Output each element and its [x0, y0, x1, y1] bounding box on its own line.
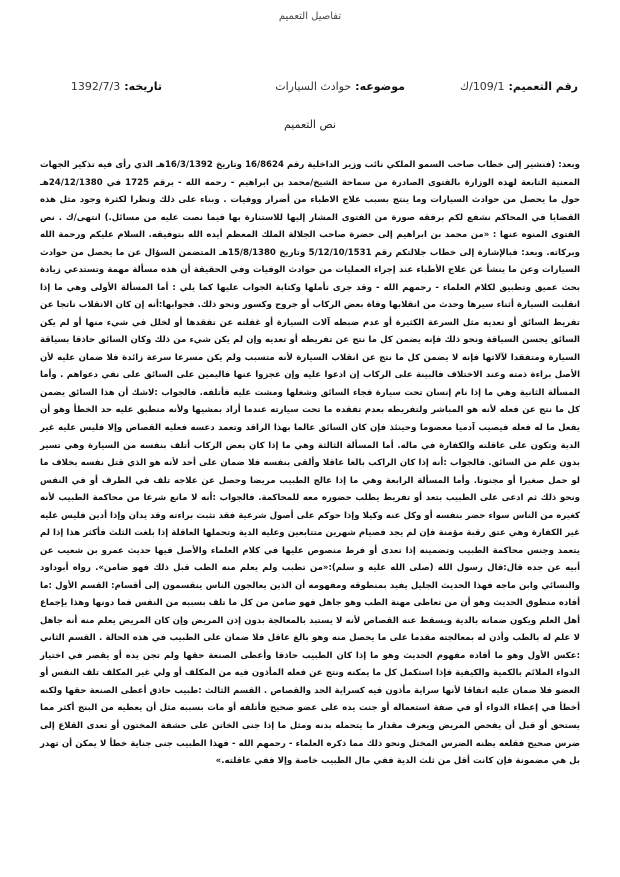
page-title: تفاصيل التعميم	[278, 11, 342, 22]
circular-subject-label: موضوعه:	[355, 80, 405, 93]
circular-subject	[275, 80, 405, 93]
circular-number-value: 109/1/ك	[460, 80, 505, 93]
circular-number	[460, 80, 578, 93]
circular-meta-row	[0, 80, 620, 96]
circular-text-heading: نص التعميم	[283, 118, 337, 131]
circular-number-label: رقم التعميم:	[508, 80, 578, 93]
circular-date	[71, 80, 162, 93]
circular-subject-value: حوادث السيارات	[275, 80, 352, 93]
circular-date-value: 1392/7/3	[70, 80, 121, 93]
circular-body	[40, 157, 580, 771]
body-paragraph: وبعد: (فنشير إلى خطاب صاحب السمو الملكي نائب وزير الداخلية رقم 16/8624 وتاريخ 16/3/1392هـ الذي رأى فيه تذكير الجهات المعنية التابعة لهذه الوزارة بالفتوى الصادرة من سماحة الشيخ/محمد بن ابراهيم - رحمه الله - برقم 1725 في 24/12/1380هـ حول ما يحصل من حوادث السيارات وما ينتج بسبب علاج الاطباء من أضرار ووفيات . وبناء على ذلك ونظرا لكثرة وجود مثل هذه القضايا في المحاكم نشفع لكم برفقه صورة من الفتوى المشار إليها للاستنارة بها فيما نصت عليه من مسائل.) انتهى/ك . نص الفتوى المنوه عنها : «من محمد بن ابراهيم إلى حضرة صاحب الجلالة الملك المعظم أيده الله بتوفيقه. السلام عليكم ورحمة الله وبركاته. وبعد: فبالإشارة إلى خطاب جلالتكم رقم 5/12/10/1531 وتاريخ 15/8/1380هـ المتضمن السؤال عن ما يحصل من حوادث السيارات وعن ما ينشأ عن علاج الأطباء عند إجراء العمليات من حوادث الوفيات وفي الحقيقة أن هذه مسألة مهمة وتستدعي زيادة بحث عميق وتطبيق لكلام العلماء - رحمهم الله - وقد جرى تأملها وكتابة الجواب عليها كما يلي : أما المسألة الأولى وهي ما إذا انقلبت السيارة أثناء سيرها وحدث من انقلابها وفاة بعض الركاب أو جروح وكسور ونحو ذلك. فجوابها:أنه إن كان الانقلاب ناتجا عن تفريط السائق أو تعديه مثل السرعة الكثيرة أو عدم ضبطه آلات السيارة أو غفلته عن تفقدها أو لخلل في شيء منها أو لم يكن السائق يحسن السياقة ونحو ذلك فإنه يضمن كل ما نتج عن تفريطه أو تعديه وإن لم يكن شيء من ذلك وكان السائق حاذقا بسياقة السيارة ومتفقدا لآلاتها فإنه لا يضمن كل ما نتج عن انقلاب السيارة لأنه متسبب ولم يكن مسرعا سرعة زائدة فلا ضمان عليه لأن الأصل براءة ذمته وعند الاختلاف فالبينة على الركاب إن ادعوا عليه وإن عجزوا عنها فاليمين على السائق على نفي دعواهم . وأما المسألة الثانية وهي ما إذا نام إنسان تحت سيارة فجاء السائق وشغلها ومشت عليه فأتلفه. فالجواب :لاشك أن هذا السائق يضمن كل ما نتج عن فعله لأنه هو المباشر ولتفريطه بعدم تفقده ما تحت سيارته عندما أراد بمشيها ولأنه منطبق عليه حد الخطأ وهو أن يفعل ما له فعله فيصيب آدميا معصوما وحينئذ فإن كان السائق عالما بهذا الراقد وتعمد دعسه فعليه القصاص وإلا فليس عليه غير الدية وتكون على عاقلته والكفارة في ماله. أما المسألة الثالثة وهي ما إذا كان بعض الركاب أتلف بنفسه من السيارة وهي تسير بدون علم من السائق. فالجواب :أنه إذا كان الراكب بالغا عاقلا وألقى بنفسه فلا ضمان على أحد لأنه هو الذي قتل نفسه بخلاف ما لو حمل صغيرا أو مجنونا. وأما المسألة الرابعة وهي ما إذا عالج الطبيب مريضا وحصل عن علاجه تلف في الطرف أو في النفس ونحو ذلك ثم ادعى على الطبيب بتعد أو تفريط يطلب حضوره معه للمحاكمة. فالجواب :أنه لا مانع شرعا من محاكمة الطبيب لأنه كغيره من الناس سواء حضر بنفسه أو وكل عنه وكيلا وإذا حوكم على أصول شرعية فقد تثبت براءته وقد يدان وإذا أدين فليس عليه غير الكفارة وهي عتق رقبة مؤمنة فإن لم يجد فصيام شهرين متتابعين وعليه الدية وتحملها العاقلة إذا بلغت الثلث فأكثر هذا إذا لم يتعمد وجنس محاكمة الطبيب وتضمينه إذا تعدى أو فرط منصوص عليها في كلام العلماء والأصل فيها حديث عمرو بن شعيب عن أبيه عن جده قال:قال رسول الله (صلى الله عليه و سلم):«من تطبب ولم يعلم منه الطب قبل ذلك فهو ضامن». رواه أبوداود والنسائي وابن ماجه فهذا الحديث الجليل يفيد بمنطوقه ومفهومه أن الذين يعالجون الناس ينقسمون إلى أقسام: القسم الأول :ما أفاده منطوق الحديث وهو أن من تعاطى مهنة الطب وهو جاهل فهو ضامن من كل ما تلف بسببه من النفس فما دونها وهذا بإجماع أهل العلم ويكون ضمانه بالدية ويسقط عنه القصاص لأنه لا يستبد بالمعالجة بدون إذن المريض وإن كان المريض يعلم منه أنه جاهل لا علم له بالطب وأذن له بمعالجته مقدما على ما يحصل منه وهو بالغ عاقل فلا ضمان على الطبيب في هذه الحالة . القسم الثاني :عكس الأول وهو ما أفاده مفهوم الحديث وهو ما إذا كان الطبيب حاذقا وأعطى الصنعة حقها ولم تجن يده أو يقصر في اختيار الدواء الملائم بالكمية والكيفية فإذا استكمل كل ما يمكنه ونتج عن فعله المأذون فيه من المكلف أو ولي غير المكلف تلف النفس أو العضو فلا ضمان عليه اتفاقا لأنها سراية مأذون فيه كسراية الحد والقصاص . القسم الثالث :طبيب حاذق أعطى الصنعة حقها ولكنه أخطأ في إعطاء الدواء أو في صفة استعماله أو جنت يده على عضو صحيح فأتلفه أو مات بسببه مثل أن يعطيه من البنج أكثر مما يستحق أو قبل أن يفحص المريض ويعرف مقدار ما يتحمله بدنه ومثل ما إذا جنى الخاتن على حشفة المختون أو تعدى القلاع إلى ضرس صحيح فقلعه يظنه الضرس المختل ونحو ذلك مما ذكره العلماء - رحمهم الله - فهذا الطبيب جنى جناية خطأ لا يمكن أن تهدر بل هي مضمونة فإن كانت أقل من ثلث الدية ففي مال الطبيب خاصة وإلا ففي عاقلته.»	[40, 160, 580, 767]
circular-date-label: تاريخه:	[124, 80, 162, 93]
